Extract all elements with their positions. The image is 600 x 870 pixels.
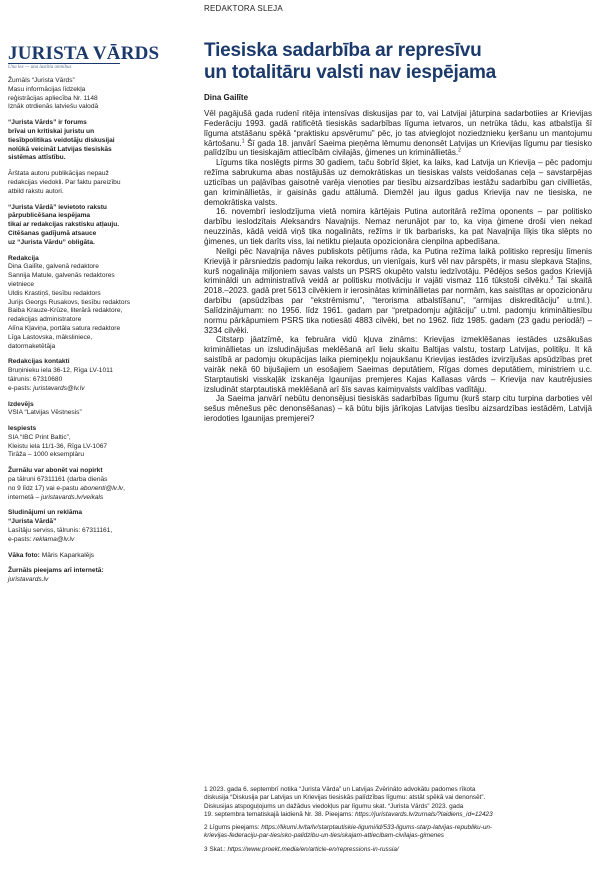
email-label: e-pasts: — [8, 384, 34, 392]
printer-line: SIA “IBC Print Baltic”, — [8, 433, 71, 441]
copyright-line: uz “Jurista Vārdu” obligāta. — [8, 238, 95, 246]
running-head: REDAKTORA SLEJA — [204, 4, 283, 13]
register-line: Iznāk otrdienās latviešu valodā — [8, 103, 99, 111]
paragraph-text: Tai skaitā 2018.–2023. gadā pret 5613 cilvēkiem ir ierosinātas krimināllietas par normām, kas saistītas ar opozicionāru darbību (apsūdzības par “ekstrēmismu”, “terorisma atbalstīšanu”, “armijas diskreditāciju” u.tml.). Salīdzinājumam: no 1956. līdz 1961. gadam par “pretpadomju aģitāciju” u.tml. padomju krimināltiesību normu pārkāpumiem PSRS tika notiesāti 4883 cilvēki, bet no 1962. līdz 1985. gadam (23 gadu periodā!) – 3234 cilvēki. — [204, 276, 592, 335]
footnote-link[interactable]: krievijas-federaciju-par-tiesisko-palidzibu-un-tiesiskajam-attiecibam-civilajas-gimenes — [204, 832, 444, 840]
paragraph: 16. novembrī ieslodzījuma vietā nomira kārtējais Putina autoritārā režīma oponents – par politisko darbību ieslodzītais Aleksandrs Navaļnijs. Nemaz nerunājot par to, ka viņa ģimene droši vien nekad neuzzinās, kādā veidā viņš tika nogalināts, režīms ir tik barbarisks, ka pat Navaļnija līķis tika slēpts no ģimenes, un tiek darīts viss, lai netiktu pieļauta opozicionāra cienpilna apbedīšana. — [204, 207, 592, 246]
staff-line: datormaketētāja — [8, 342, 56, 350]
cover-label: Vāka foto: — [8, 551, 40, 559]
footnote-3 — [204, 846, 592, 854]
footnote-line: diskusija “Diskusija par Latvijas un Krievijas tiesiskās palīdzības līgumu: atstāt spēkā vai denonsēt”. — [204, 794, 486, 802]
mission-line: tiesībpolitikas veidotāju diskusijai — [8, 136, 115, 144]
disclaimer — [8, 170, 144, 196]
staff-line: Līga Lastovska, māksliniece, — [8, 333, 93, 341]
subscribe-line — [8, 485, 144, 494]
contacts-phone: tālrunis: 67310680 — [8, 375, 63, 383]
article-title — [204, 40, 592, 84]
copyright-line: tikai ar redakcijas rakstisku atļauju. — [8, 221, 120, 229]
paragraph: Ja Saeima janvārī nebūtu denonsējusi tiesiskās sadarbības līgumu (kurš starp citu turpina darboties vēl sešus mēnešus pēc denonsēšanas) – kā būtu bijis jārīkojas Latvijas tiesību aizsardzības iestādēm, Latvijā ierodoties Igaunijas premjerei? — [204, 394, 592, 424]
cover-photo-credit — [8, 552, 144, 561]
ads-heading: “Jurista Vārdā” — [8, 518, 57, 526]
mission-line: “Jurista Vārds” ir forums — [8, 119, 87, 127]
copyright-notice — [8, 204, 144, 248]
footnote-link[interactable]: https://juristavards.lv/zurnals/?laidiens_id=12423 — [354, 810, 493, 818]
contacts-heading: Redakcijas kontakti — [8, 358, 70, 366]
subscription-info — [8, 467, 144, 502]
paragraph — [204, 247, 592, 336]
printer-line: Kleistu iela 11/1-36, Rīga LV-1067 — [8, 442, 108, 450]
title-line: un totalitāru valsti nav iespējama — [204, 62, 497, 83]
footnote-line — [204, 824, 592, 832]
article-body — [204, 109, 592, 424]
ads-info — [8, 509, 144, 544]
article-author: Dina Gailīte — [204, 93, 249, 102]
footnote-1 — [204, 786, 592, 819]
subscribe-email-link[interactable]: abonenti@lv.lv — [80, 484, 124, 492]
masthead-sidebar — [8, 43, 160, 592]
copyright-line: pārpublicēšana iespējama — [8, 212, 91, 220]
footnote-ref[interactable]: 2 — [458, 147, 461, 154]
register-line: Masu informācijas līdzekļa — [8, 85, 86, 93]
footnote-ref[interactable]: 1 — [241, 137, 245, 144]
footnote-line — [204, 811, 592, 819]
online-heading: Žurnāls pieejams arī internetā: — [8, 567, 104, 575]
editorial-heading: Redakcija — [8, 254, 39, 262]
publisher-name: VSIA “Latvijas Vēstnesis” — [8, 409, 82, 417]
cover-photographer: Māris Kaparkalējs — [39, 551, 95, 559]
copyright-line: “Jurista Vārdā” ievietoto rakstu — [8, 203, 107, 211]
ads-line: Lasītāju serviss, tālrunis: 67311161, — [8, 527, 113, 535]
publisher-heading: Izdevējs — [8, 400, 34, 408]
title-line: Tiesiska sadarbība ar represīvu — [204, 40, 482, 61]
paragraph-text: Vēl pagājušā gada rudenī ritēja intensīvas diskusijas par to, vai Latvijai jāturpina sadarbotiies ar Krievijas Federāciju 1993. gadā ratificētā tiesiskās sadarbības līguma ietvaros, un netrūka tādu, kas atbalstīja šī līguma atstāšanu spēkā “praktisku apsvērumu” pēc, jo tas atvieglojot noziedznieku ķeršanu un mantojumu kārtošanu. — [204, 109, 592, 148]
footnote-text: 2 Līgums pieejams: — [204, 824, 262, 832]
copyright-line: Citēšanas gadījumā atsauce — [8, 229, 97, 237]
footnote-ref[interactable]: 3 — [550, 275, 554, 282]
subscribe-text: no 9 līdz 17) vai e-pastu — [8, 484, 81, 492]
staff-line: Baiba Krauze-Krūze, literārā redaktore, — [8, 307, 123, 315]
footnote-line — [204, 846, 592, 854]
contacts-email-link[interactable]: juristavards@lv.lv — [33, 384, 85, 392]
subscribe-line: pa tālruni 67311161 (darba dienās — [8, 476, 108, 484]
register-info — [8, 77, 144, 112]
register-line: reģistrācijas apliecība Nr. 1148 — [8, 94, 98, 102]
paragraph: Līgums tika noslēgts pirms 30 gadiem, taču šobrīd šķiet, ka laiks, kad Latvija un Krievija – pēc padomju režīma sabrukuma abas nostājušās uz demokrātiskas un tiesiskas valsts veidošanas ceļa – savstarpējas uzticības un paļāvības gaisotnē varēja vienoties par tiesību aizsardzības iestāžu sadarbību gan civillietās, gan krimināllietās, ir gaisinās gadu attālumā. Diemžēl jau ilgus gadus Krievija nav ne tiesiska, ne demokrātiska valsts. — [204, 158, 592, 207]
staff-line: Jurijs Georgs Rusakovs, tiesību redaktors — [8, 298, 131, 306]
paragraph-text: Šī gada 18. janvārī Saeima pieņēma lēmumu denonsēt Latvijas un Krievijas līgumu par tiesisko palīdzību un tiesiskajām attiecībām civilajās, ģimenes un krimināllietās. — [204, 138, 592, 158]
mission-line: sistēmas attīstību. — [8, 154, 66, 162]
subscribe-text: internetā – — [8, 493, 41, 501]
footnote-text: 19. septembra tematiskajā laidienā Nr. 38. Pieejams: — [204, 810, 355, 818]
article — [204, 40, 592, 424]
ads-email-link[interactable]: reklama@lv.lv — [33, 535, 75, 543]
staff-line: Alīna Kļaviņa, portāla satura redaktore — [8, 324, 121, 332]
contacts-email-line — [8, 385, 144, 394]
footnote-2 — [204, 824, 592, 841]
staff-line: redakcijas administratore — [8, 316, 82, 324]
staff-line: Dina Gailīte, galvenā redaktore — [8, 263, 99, 271]
footnotes — [204, 786, 592, 859]
staff-line: Sannija Matule, galvenās redaktores — [8, 272, 115, 280]
website-link[interactable]: juristavards.lv — [8, 576, 49, 584]
editorial-contacts — [8, 358, 144, 393]
subscribe-heading: Žurnālu var abonēt vai nopirkt — [8, 467, 103, 475]
mission-statement — [8, 119, 144, 163]
paragraph: Citstarp jāatzīmē, ka februāra vidū kļuva zināms: Krievijas izmeklēšanas iestādes uzsākušas krimināllietas un izsludinājušas meklēšanā arī lielu skaitu Baltijas valstu, tostarp Latvijas, politiķu. It kā saistībā ar padomju okupācijas laika piemiņekļu nojaukšanu Krievijas iestādes izvirzījušas apsūdzības pret vairāk nekā 60 bijušajiem un esošajiem Saeimas deputātiem, Rīgas domes deputātiem, ministriem u.c. Starptautiski visskaļāk izskanēja Igaunijas premjeres Kajas Kallasas vārds – Krievija nav kautrējusies izsludināt starptautiskā meklēšanā arī šīs savas kaimiņvalsts valdības vadītāju. — [204, 335, 592, 394]
logo-tagline: Una lex — una iustitia omnibus — [8, 63, 120, 71]
subscribe-line — [8, 494, 144, 503]
jurista-vards-logo[interactable]: JURISTA VĀRDS — [8, 43, 160, 64]
contacts-address: Bruņinieku iela 36-12, Rīga LV-1011 — [8, 367, 113, 375]
disclaimer-line: atbild rakstu autori. — [8, 187, 64, 195]
paragraph-text: Neilgi pēc Navaļnija nāves publiskots pētījums rāda, ka Putina režīma laikā politisko represiju līmenis Krievijā ir pārsniedzis padomju laika rekordus, un vienīgais, kurš vēl nav pārspēts, ir masu slepkava Staļins, kurš nogalināja miljoniem savas valsts un PSRS okupēto valstu iedzīvotāju. Pēdējos sešos gados Krievijā krimināldi un administratīvā veidā ar politisku motivāciju ir vajāti vismaz 116 tūkstoši cilvēku. — [204, 246, 592, 286]
subscribe-comma: , — [123, 484, 125, 492]
footnote-line: Diskusijas atspoguļojums un dažādus viedokļus par līgumu skat. “Jurista Vārds” 2023. gada — [204, 802, 464, 810]
ads-line — [8, 536, 144, 545]
printer-info — [8, 425, 144, 460]
disclaimer-line: redakcijas viedokli. Par faktu pareizību — [8, 178, 121, 186]
mission-line: nolūkā veicināt Latvijas tiesiskās — [8, 145, 112, 153]
shop-link[interactable]: juristavards.lv/veikals — [41, 493, 104, 501]
staff-line: Uldis Krastiņš, tiesību redaktors — [8, 289, 101, 297]
paragraph — [204, 109, 592, 158]
printer-line: Tirāža – 1000 eksemplāru — [8, 451, 84, 459]
mission-line: brīvai un kritiskai juristu un — [8, 127, 95, 135]
online-info — [8, 567, 144, 585]
footnote-text: 3 Skat.: — [204, 845, 228, 853]
publisher-info — [8, 401, 144, 419]
printer-heading: Iespiests — [8, 425, 37, 433]
footnote-line: 1 2023. gada 6. septembrī notika “Jurista Vārda” un Latvijas Zvērināto advokātu padomes rīkota — [204, 786, 476, 793]
ads-label: e-pasts: — [8, 535, 34, 543]
editorial-staff — [8, 255, 144, 352]
register-line: Žurnāls “Jurista Vārds” — [8, 77, 75, 84]
footnote-link[interactable]: https://www.proekt.media/en/article-en/repressions-in-russia/ — [227, 845, 399, 853]
footnote-link[interactable]: https://likumi.lv/ta/lv/starptautiskie-ligumi/id/533-ligums-starp-latvijas-republiku-un- — [261, 824, 493, 832]
ads-heading: Sludinājumi un reklāma — [8, 509, 83, 517]
disclaimer-line: Ārštata autoru publikācijas nepauž — [8, 170, 109, 178]
staff-line: vietniece — [8, 280, 35, 288]
